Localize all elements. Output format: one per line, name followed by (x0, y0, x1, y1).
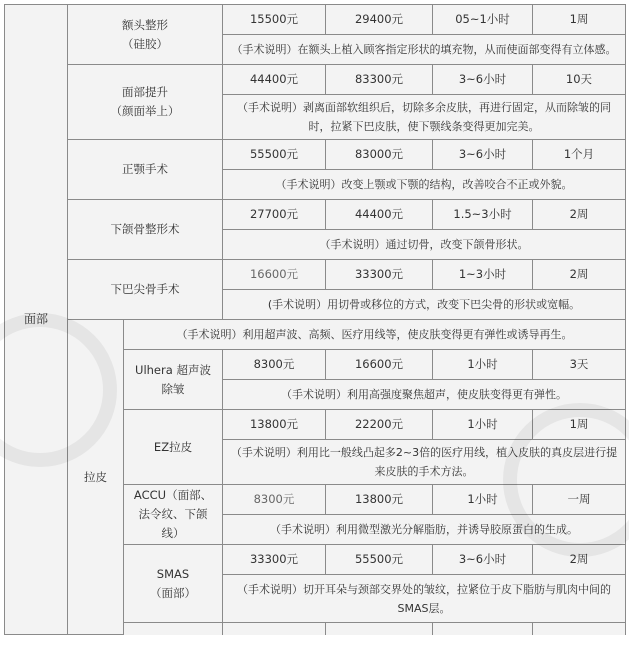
recovery-cell: 10天 (533, 65, 626, 95)
description-cell: （手术说明）利用微型激光分解脂肪，并诱导胶原蛋白的生成。 (223, 515, 626, 545)
description-cell: (手术说明）用切骨或移位的方式，改变下巴尖骨的形状或宽幅。 (223, 290, 626, 320)
procedure-subname: 法令纹、下颌 (138, 507, 208, 521)
procedure-name: 面部提升 (122, 85, 168, 99)
table-row (5, 65, 626, 95)
procedure-name-cell (124, 545, 223, 623)
procedure-name-cell (68, 200, 223, 260)
price-max-cell: 83300元 (326, 65, 433, 95)
price-max-cell: 22200元 (326, 410, 433, 440)
surgery-price-table (4, 4, 626, 635)
table-row (5, 5, 626, 35)
procedure-name-cell (68, 65, 223, 140)
procedure-name-cell (68, 140, 223, 200)
partial-cell (326, 623, 433, 635)
price-min-cell: 55500元 (223, 140, 326, 170)
price-min-cell: 33300元 (223, 545, 326, 575)
price-max-cell: 44400元 (326, 200, 433, 230)
procedure-subname: （面部） (150, 585, 196, 600)
partial-cell (124, 623, 223, 635)
procedure-name-cell (68, 260, 223, 320)
recovery-cell: 2周 (533, 260, 626, 290)
price-min-cell: 15500元 (223, 5, 326, 35)
procedure-subname: （颜面举上） (110, 104, 180, 118)
price-max-cell: 33300元 (326, 260, 433, 290)
duration-cell: 1小时 (433, 350, 533, 380)
procedure-name: EZ拉皮 (153, 439, 193, 454)
subgroup-intro-cell: （手术说明）利用超声波、高频、医疗用线等，使皮肤变得更有弹性或诱导再生。 (124, 320, 626, 350)
price-max-cell: 29400元 (326, 5, 433, 35)
description-cell: （手术说明）利用比一般线凸起多2~3倍的医疗用线，植入皮肤的真皮层进行提来皮肤的手术方法。 (223, 440, 626, 485)
procedure-name: 下巴尖骨手术 (110, 282, 180, 296)
procedure-subname: （硅胶） (122, 36, 168, 51)
partial-cell (223, 623, 326, 635)
duration-cell: 1~3小时 (433, 260, 533, 290)
partial-cell (433, 623, 533, 635)
procedure-name-cell (124, 485, 223, 545)
procedure-subname: 线） (161, 526, 185, 540)
price-max-cell: 55500元 (326, 545, 433, 575)
procedure-name-cell (68, 5, 223, 65)
price-min-cell: 8300元 (223, 350, 326, 380)
duration-cell: 3~6小时 (433, 140, 533, 170)
price-min-cell: 44400元 (223, 65, 326, 95)
procedure-name: 额头整形 (122, 17, 168, 32)
price-min-cell: 27700元 (223, 200, 326, 230)
price-table-container (4, 4, 626, 635)
duration-cell: 1小时 (433, 485, 533, 515)
procedure-name: Ulhera 超声波 (135, 362, 211, 377)
procedure-name-cell (124, 350, 223, 410)
recovery-cell: 1周 (533, 410, 626, 440)
price-min-cell: 13800元 (223, 410, 326, 440)
description-cell: （手术说明）在额头上植入顾客指定形状的填充物，从而使面部变得有立体感。 (223, 35, 626, 65)
table-row (5, 260, 626, 290)
duration-cell: 1.5~3小时 (433, 200, 533, 230)
description-cell: （手术说明）通过切骨，改变下颌骨形状。 (223, 230, 626, 260)
description-cell: （手术说明）剥离面部软组织后，切除多余皮肤，再进行固定，从而除皱的同时，拉紧下巴皮肤，使下颚线条变得更加完美。 (223, 95, 626, 140)
price-max-cell: 13800元 (326, 485, 433, 515)
duration-cell: 1小时 (433, 410, 533, 440)
procedure-name: 下颌骨整形术 (110, 222, 180, 236)
price-min-cell: 8300元 (223, 485, 326, 515)
duration-cell: 3~6小时 (433, 65, 533, 95)
procedure-name: SMAS (156, 566, 190, 581)
procedure-name-cell (124, 410, 223, 485)
subgroup-label-cell: 拉皮 (68, 320, 124, 635)
table-row (5, 200, 626, 230)
recovery-cell: 1周 (533, 5, 626, 35)
recovery-cell: 一周 (533, 485, 626, 515)
description-cell: （手术说明）切开耳朵与颈部交界处的皱纹，拉紧位于皮下脂肪与肌肉中间的SMAS层。 (223, 575, 626, 623)
procedure-name: ACCU（面部、 (133, 488, 213, 502)
category-cell: 面部 (5, 5, 68, 635)
table-row (5, 140, 626, 170)
description-cell: （手术说明）改变上颚或下颚的结构，改善咬合不正或外貌。 (223, 170, 626, 200)
price-min-cell: 16600元 (223, 260, 326, 290)
price-max-cell: 16600元 (326, 350, 433, 380)
table-row (5, 320, 626, 350)
recovery-cell: 3天 (533, 350, 626, 380)
duration-cell: 3~6小时 (433, 545, 533, 575)
description-cell: （手术说明）利用高强度聚焦超声，使皮肤变得更有弹性。 (223, 380, 626, 410)
recovery-cell: 1个月 (533, 140, 626, 170)
partial-cell (533, 623, 626, 635)
recovery-cell: 2周 (533, 200, 626, 230)
duration-cell: 05~1小时 (433, 5, 533, 35)
procedure-subname: 除皱 (161, 381, 185, 396)
procedure-name: 正颚手术 (122, 162, 168, 176)
price-max-cell: 83000元 (326, 140, 433, 170)
recovery-cell: 2周 (533, 545, 626, 575)
